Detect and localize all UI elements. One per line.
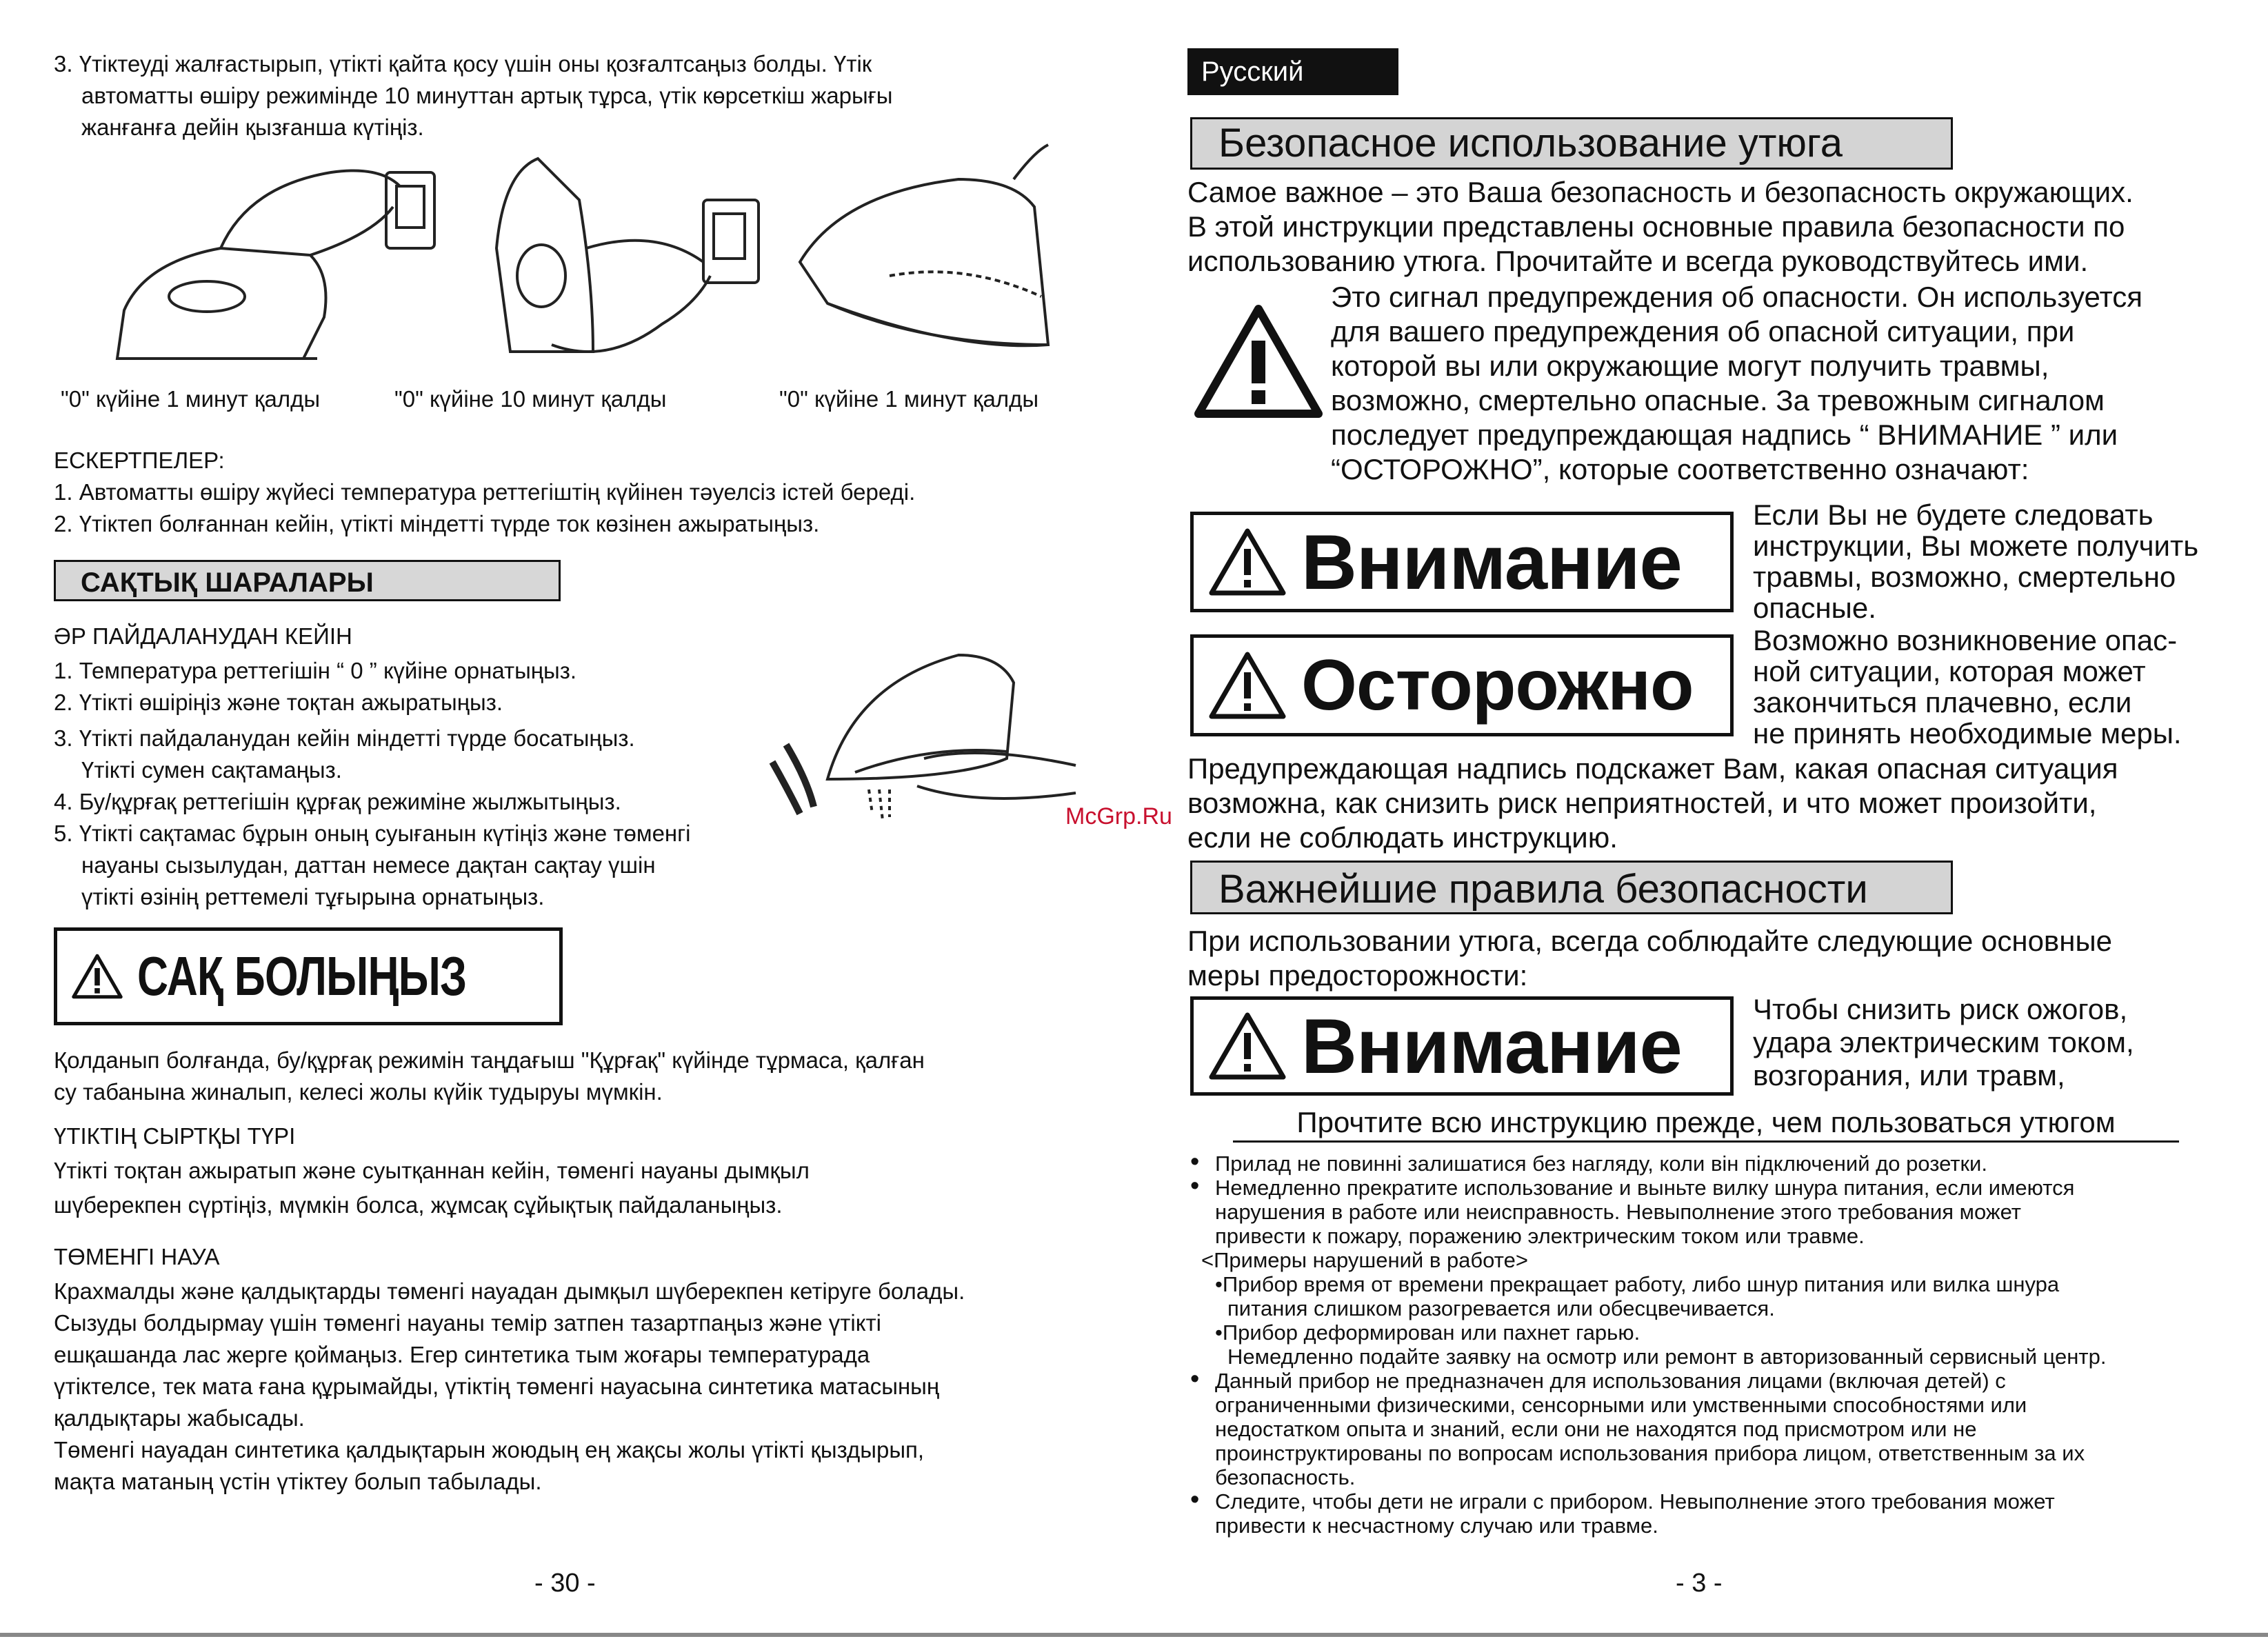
attention-description-2: Чтобы снизить риск ожогов, удара электрическим током, возгорания, или травм, [1753, 993, 2134, 1092]
attention-label: Внимание [1301, 519, 1682, 605]
caption-3: "0" күйіне 1 минут қалды [779, 386, 1039, 412]
warning-triangle-icon [1207, 527, 1287, 597]
iron-illustration-3 [786, 138, 1076, 365]
heading-safety-rules: Важнейшие правила безопасности [1190, 861, 1953, 914]
exterior-title: ҮТІКТІҢ СЫРТҚЫ ТҮРІ [54, 1123, 296, 1149]
safety-bullets [1187, 1152, 2249, 1538]
after-use-title: ӘР ПАЙДАЛАНУДАН КЕЙІН [54, 623, 352, 649]
caution-label: САҚ БОЛЫҢЫЗ [137, 945, 467, 1007]
alert-triangle-icon [1193, 303, 1324, 421]
signal-paragraph: Это сигнал предупреждения об опасности. Он используется для вашего предупреждения об опасной ситуации, при которой вы или окружающие могут получить травмы, возможно, смертельно опасные. За тревожным сигналом последует предупреждающая надпись “ ВНИМАНИЕ ” или “ОСТОРОЖНО”, которые соответственно означают: [1331, 281, 2143, 485]
rules-intro: При использовании утюга, всегда соблюдайте следующие основные меры предосторожности: [1187, 925, 2112, 992]
warning-triangle-icon [71, 940, 123, 1013]
attention-box [1190, 512, 1734, 612]
exterior-section: ҮТІКТІҢ СЫРТҚЫ ТҮРІ Үтікті тоқтан ажыратып және суытқаннан кейін, төменгі науаны дымқыл шүберекпен сүртіңіз, мүмкін болса, жұмсақ сұйықтық пайдаланыңыз. [54, 1120, 1088, 1221]
watermark: McGrp.Ru [1065, 803, 1172, 829]
example-item: •Прибор время от времени прекращает работу, либо шнур питания или вилка шнура питания слишком разогревается или обесцвечивается. [1215, 1272, 2060, 1320]
caution-box [54, 927, 563, 1025]
page-number-right: - 3 - [1676, 1569, 1723, 1598]
caption-2: "0" күйіне 10 минут қалды [394, 386, 667, 412]
example-item: •Прибор деформирован или пахнет гарью. Немедленно подайте заявку на осмотр или ремонт в авторизованный сервисный центр. [1215, 1320, 2107, 1369]
after-use-list: ӘР ПАЙДАЛАНУДАН КЕЙІН 1. Температура реттегішін “ 0 ” күйіне орнатыңыз. 2. Үтікті өшіріңіз және тоқтан ажыратыңыз. 3. Үтікті пайдаланудан кейін міндетті түрде босатыңыз. Үтікті сумен сақтамаңыз. 4. Бу/құрғақ реттегішін құрғақ режиміне жылжытыңыз. 5. Үтікті сақтамас бұрын оның суығанын күтіңіз және төменгі науаны сызылудан, даттан немесе дақтан сақтау үшін үтікті өзінің реттемелі тұғырына орнатыңыз. [54, 621, 778, 913]
notes-title: ЕСКЕРТПЕЛЕР: [54, 448, 225, 473]
heading-safe-use: Безопасное использование утюга [1190, 117, 1953, 170]
language-tab: Русский [1187, 48, 1398, 95]
iron-illustration-2 [455, 145, 779, 372]
page-number-left: - 30 - [534, 1569, 596, 1598]
attention-box-2 [1190, 996, 1734, 1096]
attention-description: Если Вы не будете следовать инструкции, Вы можете получить травмы, возможно, смертельно опасные. [1753, 499, 2199, 624]
careful-box [1190, 634, 1734, 736]
warning-triangle-icon [1207, 650, 1287, 721]
section-heading-safety: САҚТЫҚ ШАРАЛАРЫ [54, 560, 561, 601]
iron-emptying-illustration [752, 641, 1083, 876]
soleplate-title: ТӨМЕНГІ НАУА [54, 1244, 220, 1269]
examples-title: <Примеры нарушений в работе> [1201, 1248, 1528, 1272]
iron-illustration-1 [103, 159, 462, 365]
warning-triangle-icon [1207, 1011, 1287, 1081]
step3-paragraph: 3. Үтіктеуді жалғастырып, үтікті қайта қосу үшін оны қозғалтсаңыз болды. Үтік автоматты өшіру режимінде 10 минуттан артық тұрса, үтік көрсеткіш жарығы жанғанға дейін қызғанша күтіңіз. [54, 51, 893, 140]
caption-1: "0" күйіне 1 минут қалды [61, 386, 321, 412]
intro-paragraph: Самое важное – это Ваша безопасность и безопасность окружающих. В этой инструкции представлены основные правила безопасности по использованию утюга. Прочитайте и всегда руководствуйтесь ими. [1187, 176, 2134, 277]
read-instructions-notice: Прочтите всю инструкцию прежде, чем пользоваться утюгом [1233, 1105, 2179, 1143]
careful-description: Возможно возникновение опас- ной ситуации, которая может закончиться плачевно, если не принять необходимые меры. [1753, 624, 2182, 750]
attention-label-2: Внимание [1301, 1003, 1682, 1089]
caution-text: Қолданып болғанда, бу/құрғақ режимін таңдағыш "Құрғақ" күйінде тұрмаса, қалған су табанына жиналып, келесі жолы күйік тудыруы мүмкін. [54, 1047, 925, 1105]
bullet-item: • Следите, чтобы дети не играли с прибором. Невыполнение этого требования может привести к несчастному случаю или травме. [1187, 1489, 2249, 1538]
careful-label: Осторожно [1301, 645, 1694, 725]
bullet-item: • Немедленно прекратите использование и выньте вилку шнура питания, если имеются нарушения в работе или неисправность. Невыполнение этого требования может привести к пожару, поражению электрическим током или травме. [1187, 1176, 2249, 1248]
bullet-item: • Данный прибор не предназначен для использования лицами (включая детей) с ограниченными физическими, сенсорными или умственными способностями или недостатком опыта и знаний, если они не находятся под присмотром или не проинструктированы по вопросам использования прибора лицом, ответственным за их безопасность. [1187, 1369, 2249, 1489]
notes: ЕСКЕРТПЕЛЕР: 1. Автоматты өшіру жүйесі температура реттегіштің күйінен тәуелсіз істей береді. 2. Үтіктеп болғаннан кейін, үтікті міндетті түрде ток көзінен ажыратыңыз. [54, 445, 1088, 540]
hint-paragraph: Предупреждающая надпись подскажет Вам, какая опасная ситуация возможна, как снизить риск неприятностей, и что может произойти, если не соблюдать инструкцию. [1187, 752, 2118, 854]
bullet-item: • Прилад не повинні залишатися без нагляду, коли він підключений до розетки. [1187, 1152, 2249, 1176]
soleplate-section: ТӨМЕНГІ НАУА Крахмалды және қалдықтарды төменгі науадан дымқыл шүберекпен кетіруге болады. Сызуды болдырмау үшін төменгі науаны темір затпен тазартпаңыз және үтікті ешқашанда лас жерге қоймаңыз. Егер синтетика тым жоғары температурада үтіктелсе, тек мата ғана құрымайды, үтіктің төменгі науасына синтетика матасының қалдықтары жабысады. Төменгі науадан синтетика қалдықтарын жоюдың ең жақсы жолы үтікті қыздырып, мақта матаның үстін үтіктеу болып табылады. [54, 1241, 1088, 1498]
bottom-divider [0, 1633, 2268, 1637]
